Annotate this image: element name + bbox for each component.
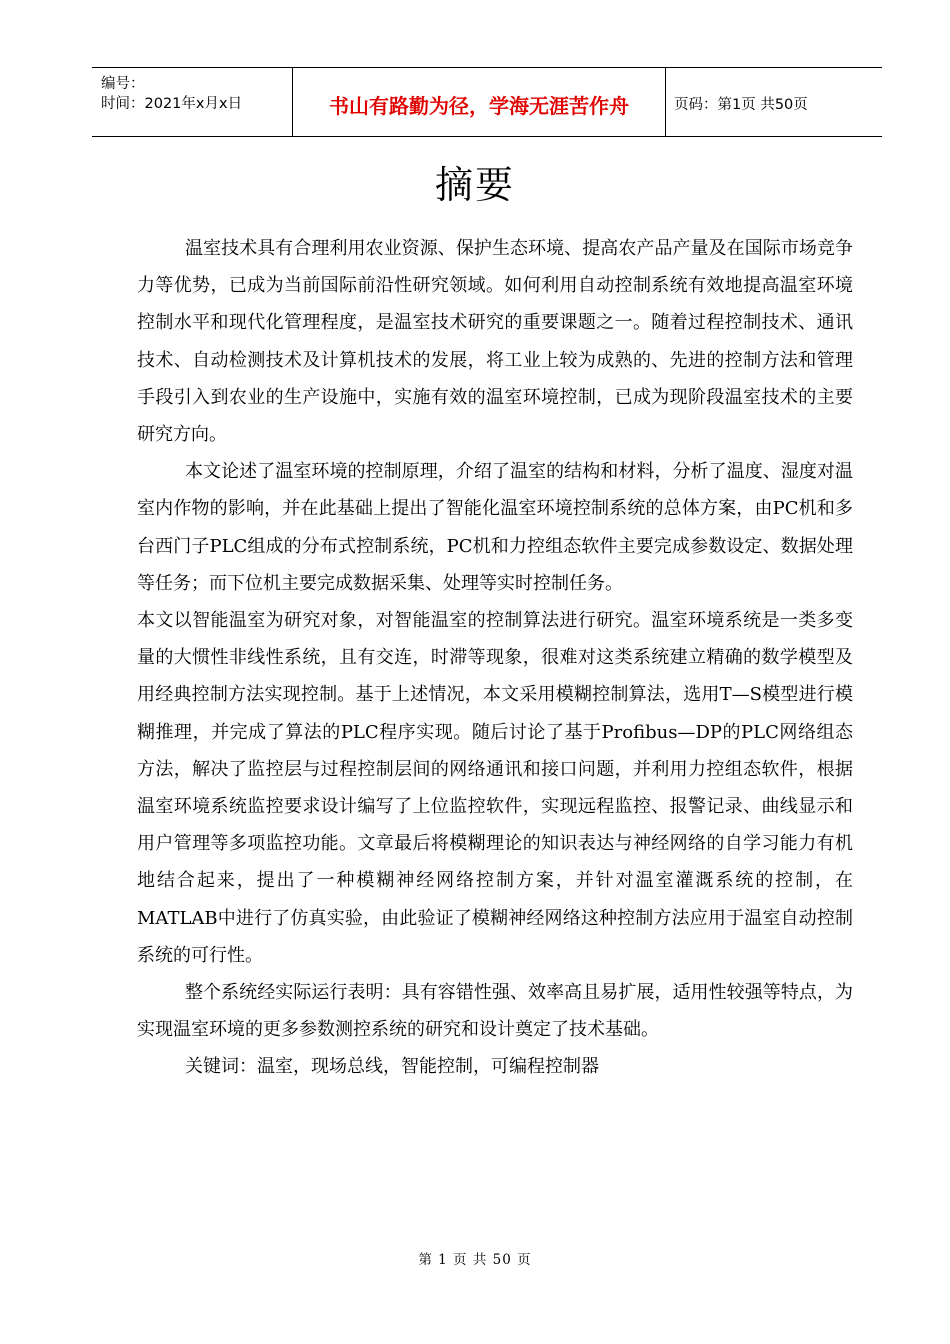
header-motto: 书山有路勤为径，学海无涯苦作舟 xyxy=(329,94,629,118)
abstract-title: 摘要 xyxy=(434,163,515,207)
document-time: 时间：2021年x月x日 xyxy=(101,96,243,112)
page-header xyxy=(92,67,882,137)
keywords-line: 关键词：温室，现场总线，智能控制，可编程控制器 xyxy=(185,1056,599,1078)
abstract-paragraph-1: 温室技术具有合理利用农业资源、保护生态环境、提高农产品产量及在国际市场竞争力等优势，已成为当前国际前沿性研究领域。如何利用自动控制系统有效地提高温室环境控制水平和现代化管理程度，是温室技术研究的重要课题之一。随着过程控制技术、通讯技术、自动检测技术及计算机技术的发展，将工业上较为成熟的、先进的控制方法和管理手段引入到农业的生产设施中，实施有效的温室环境控制，已成为现阶段温室技术的主要研究方向。 xyxy=(137,238,853,446)
abstract-body xyxy=(137,230,853,1086)
header-motto-cell xyxy=(293,68,666,136)
header-page-cell xyxy=(666,68,882,136)
document-number-label: 编号： xyxy=(101,76,145,92)
abstract-paragraph-4: 整个系统经实际运行表明：具有容错性强、效率高且易扩展，适用性较强等特点，为实现温室环境的更多参数测控系统的研究和设计奠定了技术基础。 xyxy=(137,982,853,1041)
abstract-paragraph-3: 本文以智能温室为研究对象，对智能温室的控制算法进行研究。温室环境系统是一类多变量的大惯性非线性系统，且有交连，时滞等现象，很难对这类系统建立精确的数学模型及用经典控制方法实现控制。基于上述情况，本文采用模糊控制算法，选用T—S模型进行模糊推理，并完成了算法的PLC程序实现。随后讨论了基于Profibus—DP的PLC网络组态方法，解决了监控层与过程控制层间的网络通讯和接口问题，并利用力控组态软件，根据温室环境系统监控要求设计编写了上位监控软件，实现远程监控、报警记录、曲线显示和用户管理等多项监控功能。文章最后将模糊理论的知识表达与神经网络的自学习能力有机地结合起来，提出了一种模糊神经网络控制方案，并针对温室灌溉系统的控制，在MATLAB中进行了仿真实验，由此验证了模糊神经网络这种控制方法应用于温室自动控制系统的可行性。 xyxy=(137,610,853,966)
header-meta-cell xyxy=(92,68,293,136)
page-footer: 第 1 页 共 50 页 xyxy=(418,1252,532,1268)
header-page-info: 页码：第1页 共50页 xyxy=(674,97,808,113)
abstract-paragraph-2: 本文论述了温室环境的控制原理，介绍了温室的结构和材料，分析了温度、湿度对温室内作物的影响，并在此基础上提出了智能化温室环境控制系统的总体方案，由PC机和多台西门子PLC组成的分布式控制系统，PC机和力控组态软件主要完成参数设定、数据处理等任务；而下位机主要完成数据采集、处理等实时控制任务。 xyxy=(137,461,853,594)
